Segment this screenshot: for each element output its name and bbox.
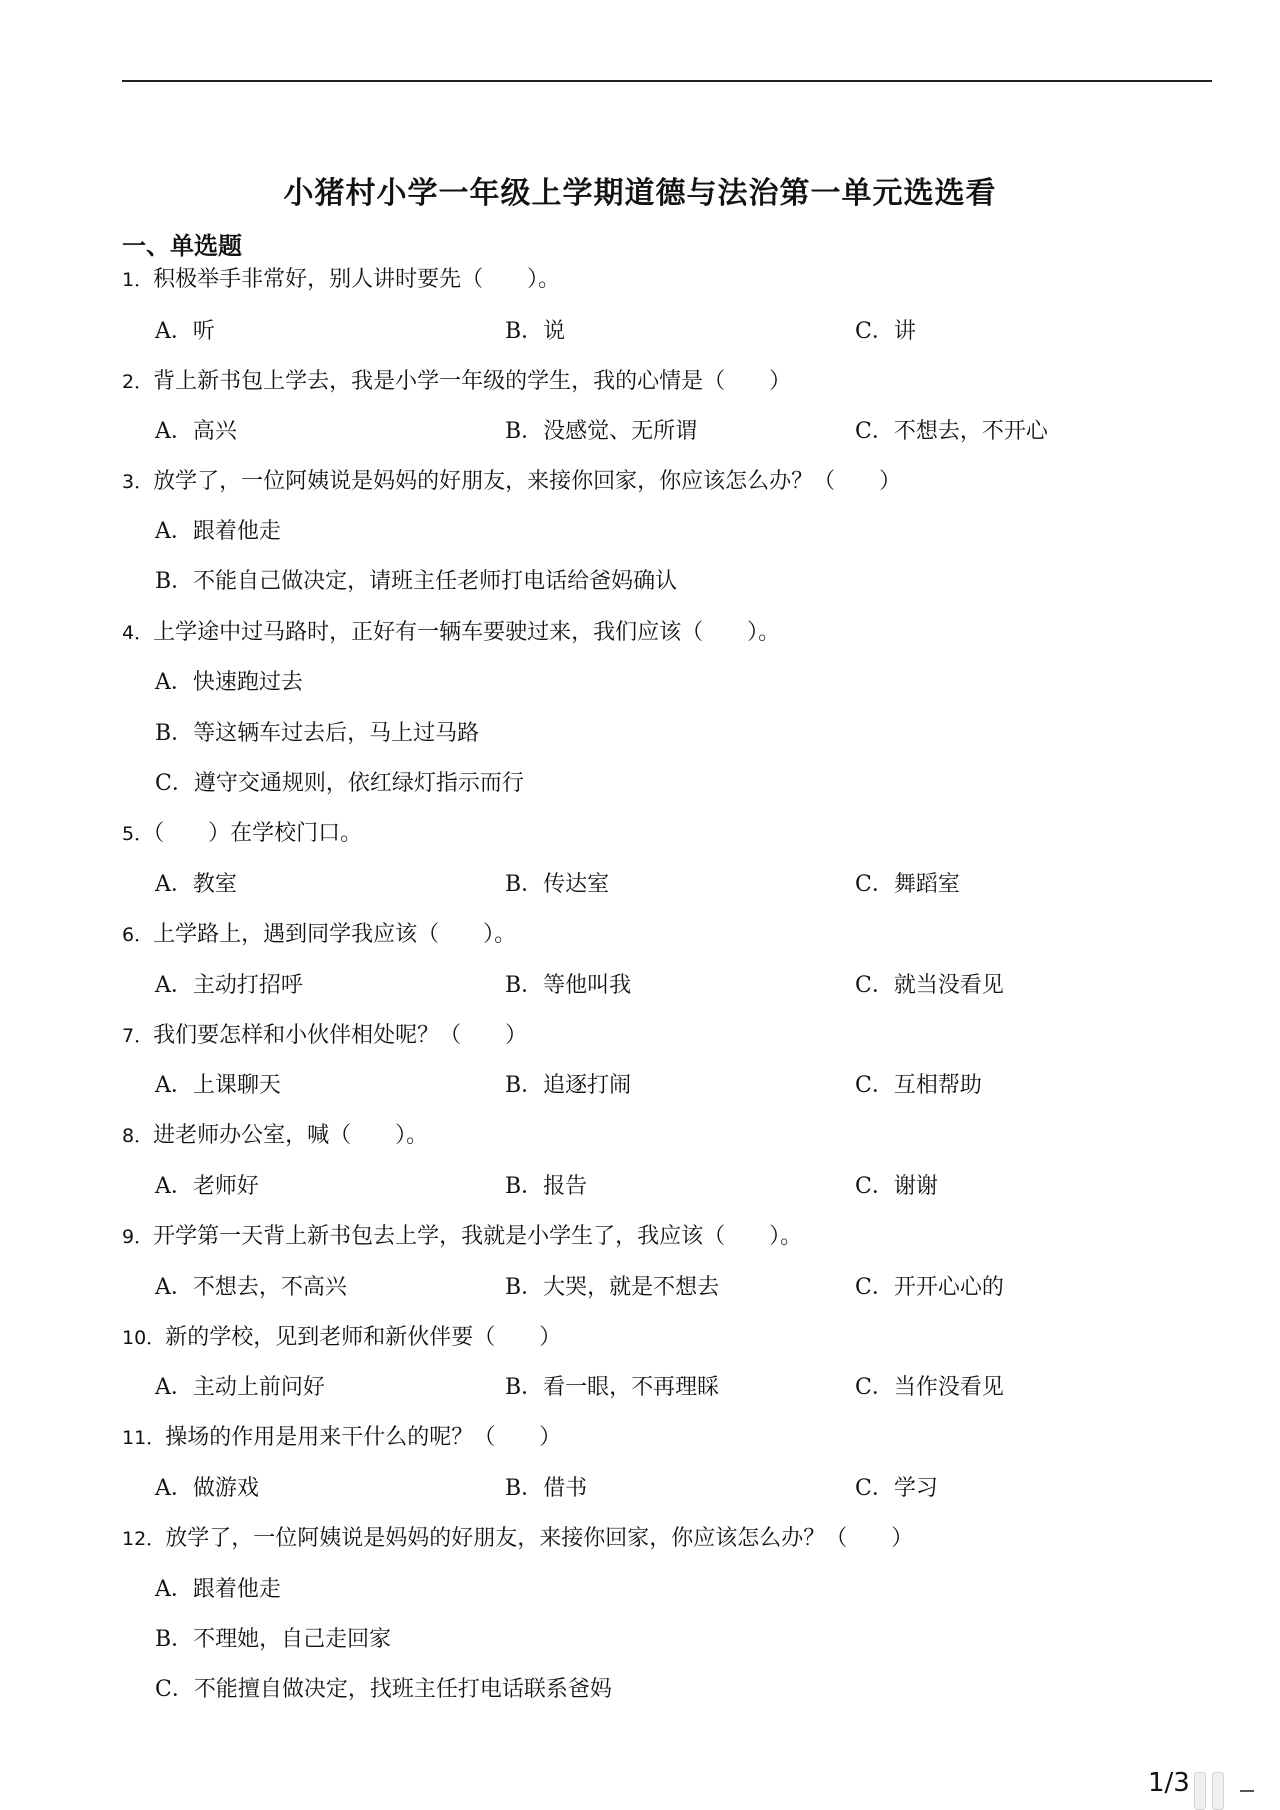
option-a[interactable]: A．主动上前问好 [155, 1375, 325, 1400]
option-a[interactable]: A．高兴 [155, 419, 237, 444]
option-c[interactable]: C．谢谢 [855, 1174, 938, 1199]
question-text: （ ）在学校门口。 [153, 821, 363, 846]
option-c[interactable]: C．就当没看见 [855, 973, 1004, 998]
question-5 [122, 816, 362, 852]
option-a[interactable]: A．跟着他走 [155, 1577, 281, 1602]
option-c[interactable]: C．开开心心的 [855, 1275, 1004, 1300]
option-a[interactable]: A．听 [155, 319, 215, 344]
question-12 [122, 1521, 913, 1557]
option-b[interactable]: B．报告 [505, 1174, 588, 1199]
option-b[interactable]: B．不能自己做决定，请班主任老师打电话给爸妈确认 [155, 569, 678, 594]
option-c[interactable]: C．不能擅自做决定，找班主任打电话联系爸妈 [155, 1677, 612, 1702]
question-7 [122, 1018, 527, 1054]
question-number: 7． [122, 1025, 154, 1047]
option-a[interactable]: A．老师好 [155, 1174, 259, 1199]
question-11 [122, 1420, 561, 1456]
scroll-handle-left[interactable] [1194, 1772, 1206, 1810]
page-title: 小猪村小学一年级上学期道德与法治第一单元选选看 [283, 176, 997, 211]
options-row-9 [155, 1270, 1155, 1306]
option-3a-row [155, 514, 1155, 550]
question-text: 放学了，一位阿姨说是妈妈的好朋友，来接你回家，你应该怎么办？（ ） [153, 469, 902, 494]
question-text: 操场的作用是用来干什么的呢？（ ） [165, 1425, 562, 1450]
option-a[interactable]: A．做游戏 [155, 1476, 259, 1501]
options-row-6 [155, 968, 1155, 1004]
question-number: 3． [122, 471, 154, 493]
options-row-7 [155, 1068, 1155, 1104]
option-c[interactable]: C．互相帮助 [855, 1073, 982, 1098]
option-c[interactable]: C．学习 [855, 1476, 938, 1501]
question-text: 我们要怎样和小伙伴相处呢？（ ） [153, 1023, 528, 1048]
option-a[interactable]: A．教室 [155, 872, 237, 897]
option-c[interactable]: C．不想去，不开心 [855, 419, 1048, 444]
option-12c-row [155, 1672, 1155, 1708]
page-number: 1/3 [1148, 1768, 1190, 1798]
question-3 [122, 464, 901, 500]
question-2 [122, 364, 791, 400]
question-number: 12． [122, 1528, 166, 1550]
question-6 [122, 917, 516, 953]
question-text: 上学路上，遇到同学我应该（ ）。 [153, 922, 517, 947]
question-number: 2． [122, 371, 154, 393]
options-row-2 [155, 414, 1155, 450]
question-number: 8． [122, 1125, 154, 1147]
option-a[interactable]: A．主动打招呼 [155, 973, 303, 998]
option-b[interactable]: B．说 [505, 319, 566, 344]
option-b[interactable]: B．大哭，就是不想去 [505, 1275, 720, 1300]
options-row-11 [155, 1471, 1155, 1507]
question-text: 进老师办公室，喊（ ）。 [153, 1123, 429, 1148]
option-c[interactable]: C．讲 [855, 319, 916, 344]
question-text: 新的学校，见到老师和新伙伴要（ ） [165, 1325, 562, 1350]
option-b[interactable]: B．看一眼，不再理睬 [505, 1375, 720, 1400]
question-text: 积极举手非常好，别人讲时要先（ ）。 [153, 267, 561, 292]
dash-icon [1240, 1790, 1254, 1792]
option-4b-row [155, 716, 1155, 752]
option-a[interactable]: A．不想去，不高兴 [155, 1275, 347, 1300]
option-b[interactable]: B．等这辆车过去后，马上过马路 [155, 721, 480, 746]
option-a[interactable]: A．上课聊天 [155, 1073, 281, 1098]
question-number: 11． [122, 1427, 166, 1449]
header-rule [122, 80, 1212, 82]
options-row-5 [155, 867, 1155, 903]
option-c[interactable]: C．舞蹈室 [855, 872, 960, 897]
question-10 [122, 1320, 561, 1356]
question-number: 5． [122, 823, 154, 845]
option-b[interactable]: B．不理她，自己走回家 [155, 1627, 392, 1652]
question-number: 6． [122, 924, 154, 946]
option-b[interactable]: B．等他叫我 [505, 973, 632, 998]
option-b[interactable]: B．传达室 [505, 872, 610, 897]
question-9 [122, 1219, 802, 1255]
question-4 [122, 615, 780, 651]
question-text: 放学了，一位阿姨说是妈妈的好朋友，来接你回家，你应该怎么办？（ ） [165, 1526, 914, 1551]
option-c[interactable]: C．当作没看见 [855, 1375, 1004, 1400]
question-number: 9． [122, 1226, 154, 1248]
question-text: 开学第一天背上新书包去上学，我就是小学生了，我应该（ ）。 [153, 1224, 803, 1249]
option-3b-row [155, 564, 1155, 600]
option-a[interactable]: A．跟着他走 [155, 519, 281, 544]
scroll-handle-right[interactable] [1212, 1772, 1224, 1810]
option-b[interactable]: B．追逐打闹 [505, 1073, 632, 1098]
question-number: 4． [122, 622, 154, 644]
question-number: 10． [122, 1327, 166, 1349]
option-b[interactable]: B．借书 [505, 1476, 588, 1501]
options-row-8 [155, 1169, 1155, 1205]
question-text: 背上新书包上学去，我是小学一年级的学生，我的心情是（ ） [153, 369, 792, 394]
question-number: 1． [122, 269, 154, 291]
option-12b-row [155, 1622, 1155, 1658]
option-12a-row [155, 1572, 1155, 1608]
option-4c-row [155, 766, 1155, 802]
option-b[interactable]: B．没感觉、无所谓 [505, 419, 698, 444]
question-1 [122, 262, 560, 298]
question-8 [122, 1118, 428, 1154]
section-title: 一、单选题 [122, 232, 242, 260]
question-text: 上学途中过马路时，正好有一辆车要驶过来，我们应该（ ）。 [153, 620, 781, 645]
option-4a-row [155, 665, 1155, 701]
options-row-1 [155, 314, 1155, 350]
option-a[interactable]: A．快速跑过去 [155, 670, 303, 695]
options-row-10 [155, 1370, 1155, 1406]
option-c[interactable]: C．遵守交通规则，依红绿灯指示而行 [155, 771, 524, 796]
